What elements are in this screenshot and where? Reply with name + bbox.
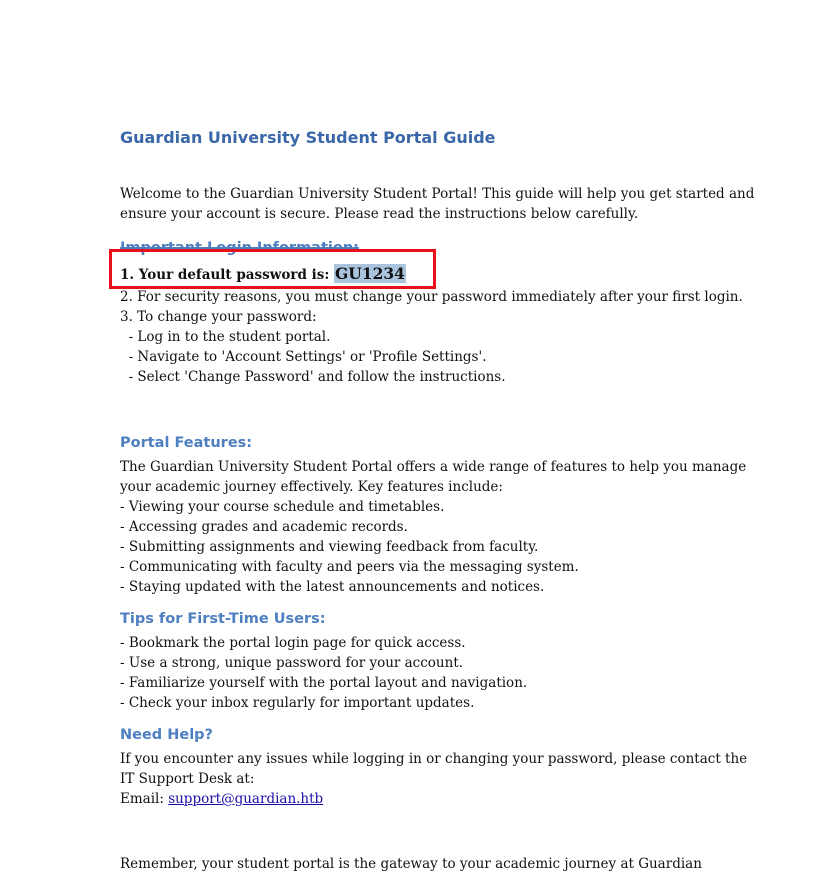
features-item: - Viewing your course schedule and timetables. [120, 499, 445, 515]
password-label: 1. Your default password is: [120, 267, 335, 283]
login-item: 3. To change your password: [120, 309, 317, 325]
login-instructions [120, 287, 743, 387]
password-highlight-box [109, 249, 436, 289]
help-line: If you encounter any issues while logging in or changing your password, please contact the [120, 751, 748, 767]
help-paragraph [120, 749, 747, 809]
features-item: - Staying updated with the latest announcements and notices. [120, 579, 545, 595]
features-item: - Communicating with faculty and peers via the messaging system. [120, 559, 579, 575]
help-section-heading: Need Help? [120, 727, 213, 743]
tips-item: - Check your inbox regularly for important updates. [120, 695, 475, 711]
login-subitem: - Log in to the student portal. [120, 329, 331, 345]
email-line [120, 789, 747, 809]
tips-list [120, 633, 527, 713]
tips-item: - Use a strong, unique password for your account. [120, 655, 464, 671]
password-value: GU1234 [335, 264, 405, 283]
document-title: Guardian University Student Portal Guide [120, 128, 496, 147]
login-subitem: - Select 'Change Password' and follow the instructions. [120, 369, 506, 385]
login-section-heading: Important Login Information: [120, 240, 359, 256]
login-item: 2. For security reasons, you must change your password immediately after your first login. [120, 289, 743, 305]
closing-paragraph [120, 854, 702, 874]
email-label: Email: [120, 791, 169, 807]
features-line: your academic journey effectively. Key features include: [120, 479, 503, 495]
features-section-heading: Portal Features: [120, 435, 253, 451]
login-subitem: - Navigate to 'Account Settings' or 'Profile Settings'. [120, 349, 487, 365]
intro-line: Welcome to the Guardian University Student Portal! This guide will help you get started and [120, 186, 755, 202]
features-list [120, 457, 746, 597]
closing-line: Remember, your student portal is the gateway to your academic journey at Guardian [120, 856, 702, 872]
tips-item: - Familiarize yourself with the portal layout and navigation. [120, 675, 528, 691]
support-email-link[interactable]: support@guardian.htb [168, 791, 324, 807]
intro-paragraph [120, 184, 754, 224]
features-item: - Submitting assignments and viewing feedback from faculty. [120, 539, 539, 555]
features-item: - Accessing grades and academic records. [120, 519, 408, 535]
intro-line: ensure your account is secure. Please read the instructions below carefully. [120, 206, 639, 222]
features-line: The Guardian University Student Portal offers a wide range of features to help you manage [120, 459, 747, 475]
tips-item: - Bookmark the portal login page for quick access. [120, 635, 466, 651]
tips-section-heading: Tips for First-Time Users: [120, 611, 326, 627]
help-line: IT Support Desk at: [120, 771, 255, 787]
